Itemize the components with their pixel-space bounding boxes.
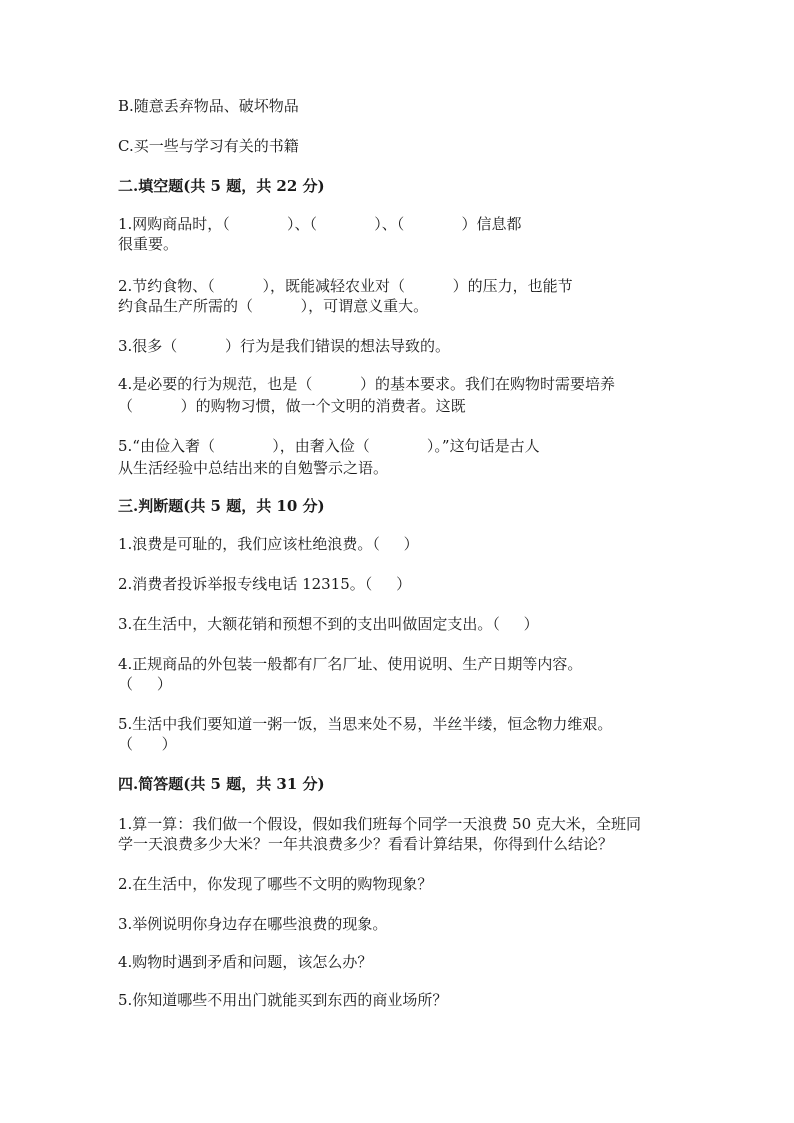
choice-option-b: B.随意丢弃物品、破坏物品	[118, 97, 299, 115]
fill-blank-q2-line1: 2.节约食物、（ ），既能减轻农业对（ ）的压力，也能节	[118, 277, 573, 295]
true-false-q5-line2: （ ）	[118, 735, 177, 753]
fill-blank-q3: 3.很多（ ）行为是我们错误的想法导致的。	[118, 337, 450, 355]
fill-blank-q4-line1: 4.是必要的行为规范，也是（ ）的基本要求。我们在购物时需要培养	[118, 375, 615, 393]
true-false-q4-line1: 4.正规商品的外包装一般都有厂名厂址、使用说明、生产日期等内容。	[118, 655, 583, 673]
short-answer-heading: 四.简答题(共 5 题，共 31 分)	[118, 775, 325, 793]
fill-blank-q5-line1: 5.“由俭入奢（ ），由奢入俭（ ）。”这句话是古人	[118, 437, 540, 455]
fill-blank-q1-line1: 1.网购商品时，（ ）、（ ）、（ ）信息都	[118, 215, 522, 233]
short-answer-q1-line2: 学一天浪费多少大米？一年共浪费多少？看看计算结果，你得到什么结论？	[118, 835, 614, 853]
true-false-q3: 3.在生活中，大额花销和预想不到的支出叫做固定支出。（ ）	[118, 615, 539, 633]
fill-blank-q1-line2: 很重要。	[118, 235, 179, 253]
short-answer-q5: 5.你知道哪些不用出门就能买到东西的商业场所？	[118, 991, 448, 1009]
fill-blank-heading: 二.填空题(共 5 题，共 22 分)	[118, 177, 325, 195]
fill-blank-q5-line2: 从生活经验中总结出来的自勉警示之语。	[118, 459, 389, 477]
true-false-q4-line2: （ ）	[118, 675, 172, 693]
true-false-q2: 2.消费者投诉举报专线电话 12315。（ ）	[118, 575, 412, 593]
short-answer-q4: 4.购物时遇到矛盾和问题，该怎么办？	[118, 953, 373, 971]
short-answer-q3: 3.举例说明你身边存在哪些浪费的现象。	[118, 915, 388, 933]
short-answer-q2: 2.在生活中，你发现了哪些不文明的购物现象？	[118, 875, 433, 893]
true-false-q5-line1: 5.生活中我们要知道一粥一饭，当思来处不易，半丝半缕，恒念物力维艰。	[118, 715, 613, 733]
choice-option-c: C.买一些与学习有关的书籍	[118, 137, 299, 155]
true-false-q1: 1.浪费是可耻的，我们应该杜绝浪费。（ ）	[118, 535, 419, 553]
short-answer-q1-line1: 1.算一算：我们做一个假设，假如我们班每个同学一天浪费 50 克大米，全班同	[118, 815, 641, 833]
fill-blank-q4-line2: （ ）的购物习惯，做一个文明的消费者。这既	[118, 397, 466, 415]
true-false-heading: 三.判断题(共 5 题，共 10 分)	[118, 497, 325, 515]
fill-blank-q2-line2: 约食品生产所需的（ ），可谓意义重大。	[118, 297, 429, 315]
